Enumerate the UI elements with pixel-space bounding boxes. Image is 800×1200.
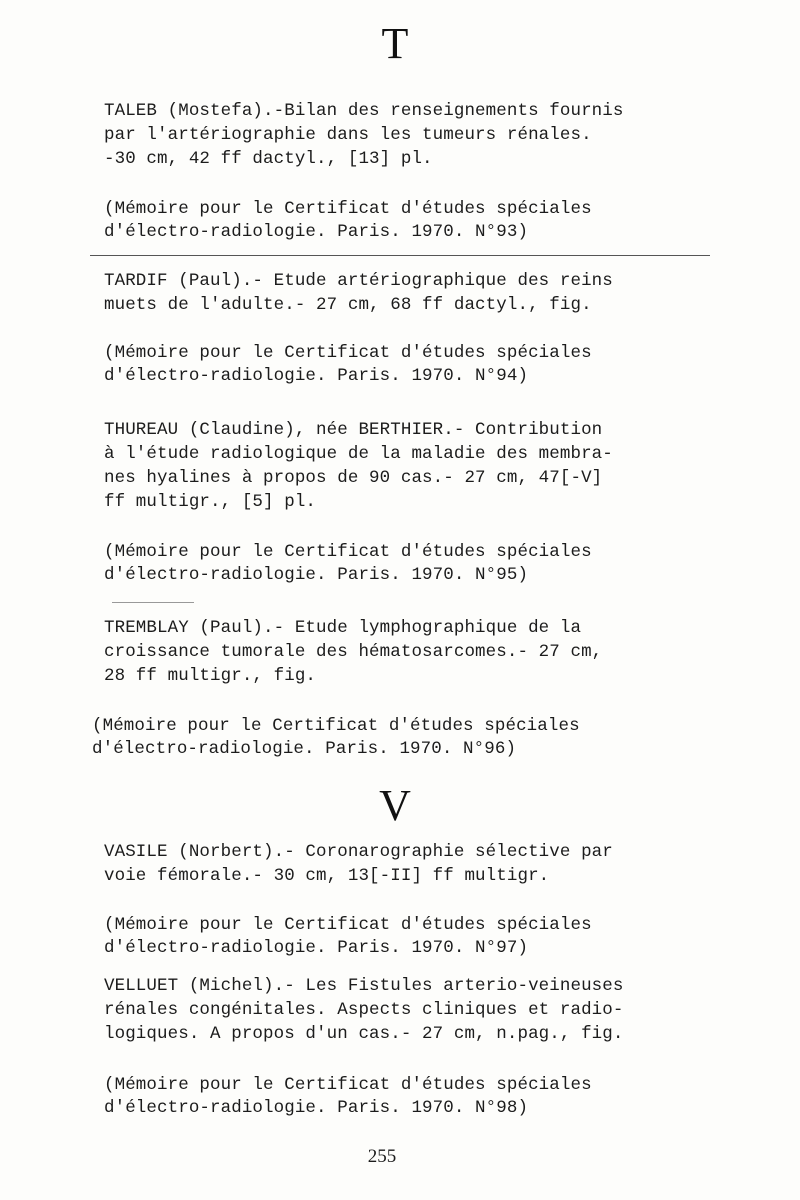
citation-line: TREMBLAY (Paul).- Etude lymphographique de la [104,618,582,638]
citation-line: VASILE (Norbert).- Coronarographie sélective par [104,842,613,862]
citation-line: -30 cm, 42 ff dactyl., [13] pl. [104,149,433,169]
entry-tremblay [104,616,704,688]
citation-line: VELLUET (Michel).- Les Fistules arterio-veineuses [104,976,624,996]
note-line: (Mémoire pour le Certificat d'études spéciales [92,716,580,736]
entry-tardif [104,269,704,317]
citation-line: voie fémorale.- 30 cm, 13[-II] ff multigr. [104,866,550,886]
page-number: 255 [367,1146,397,1167]
entry-velluet [104,974,704,1046]
citation-line: par l'artériographie dans les tumeurs rénales. [104,125,592,145]
note-line: d'électro-radiologie. Paris. 1970. N°94) [104,366,529,386]
note-line: (Mémoire pour le Certificat d'études spéciales [104,1075,592,1095]
note-line: d'électro-radiologie. Paris. 1970. N°96) [92,739,517,759]
citation-line: nes hyalines à propos de 90 cas.- 27 cm, 47[-V] [104,468,603,488]
note-line: (Mémoire pour le Certificat d'études spéciales [104,542,592,562]
citation-line: logiques. A propos d'un cas.- 27 cm, n.pag., fig. [104,1024,624,1044]
note-line: (Mémoire pour le Certificat d'études spéciales [104,915,592,935]
citation-line: ff multigr., [5] pl. [104,492,317,512]
short-rule [112,602,194,603]
citation-line: à l'étude radiologique de la maladie des membra- [104,444,613,464]
note-line: d'électro-radiologie. Paris. 1970. N°93) [104,222,529,242]
citation-line: TALEB (Mostefa).-Bilan des renseignements fournis [104,101,624,121]
citation-line: 28 ff multigr., fig. [104,666,317,686]
note-thureau [104,541,704,587]
citation-line: croissance tumorale des hématosarcomes.- 27 cm, [104,642,603,662]
citation-line: TARDIF (Paul).- Etude artériographique des reins [104,271,613,291]
note-line: d'électro-radiologie. Paris. 1970. N°98) [104,1098,529,1118]
section-letter-t: T [381,19,409,68]
entry-thureau [104,418,704,514]
divider-rule [90,255,710,256]
note-velluet [104,1074,704,1120]
entry-taleb [104,99,704,171]
note-taleb [104,198,704,244]
note-line: (Mémoire pour le Certificat d'études spéciales [104,199,592,219]
note-vasile [104,914,704,960]
citation-line: muets de l'adulte.- 27 cm, 68 ff dactyl., fig. [104,295,592,315]
note-tardif [104,342,704,388]
note-line: d'électro-radiologie. Paris. 1970. N°97) [104,938,529,958]
citation-line: THUREAU (Claudine), née BERTHIER.- Contribution [104,420,603,440]
citation-line: rénales congénitales. Aspects cliniques et radio- [104,1000,624,1020]
note-line: d'électro-radiologie. Paris. 1970. N°95) [104,565,529,585]
entry-vasile [104,840,704,888]
note-tremblay [92,715,692,761]
section-letter-v: V [379,781,411,830]
note-line: (Mémoire pour le Certificat d'études spéciales [104,343,592,363]
